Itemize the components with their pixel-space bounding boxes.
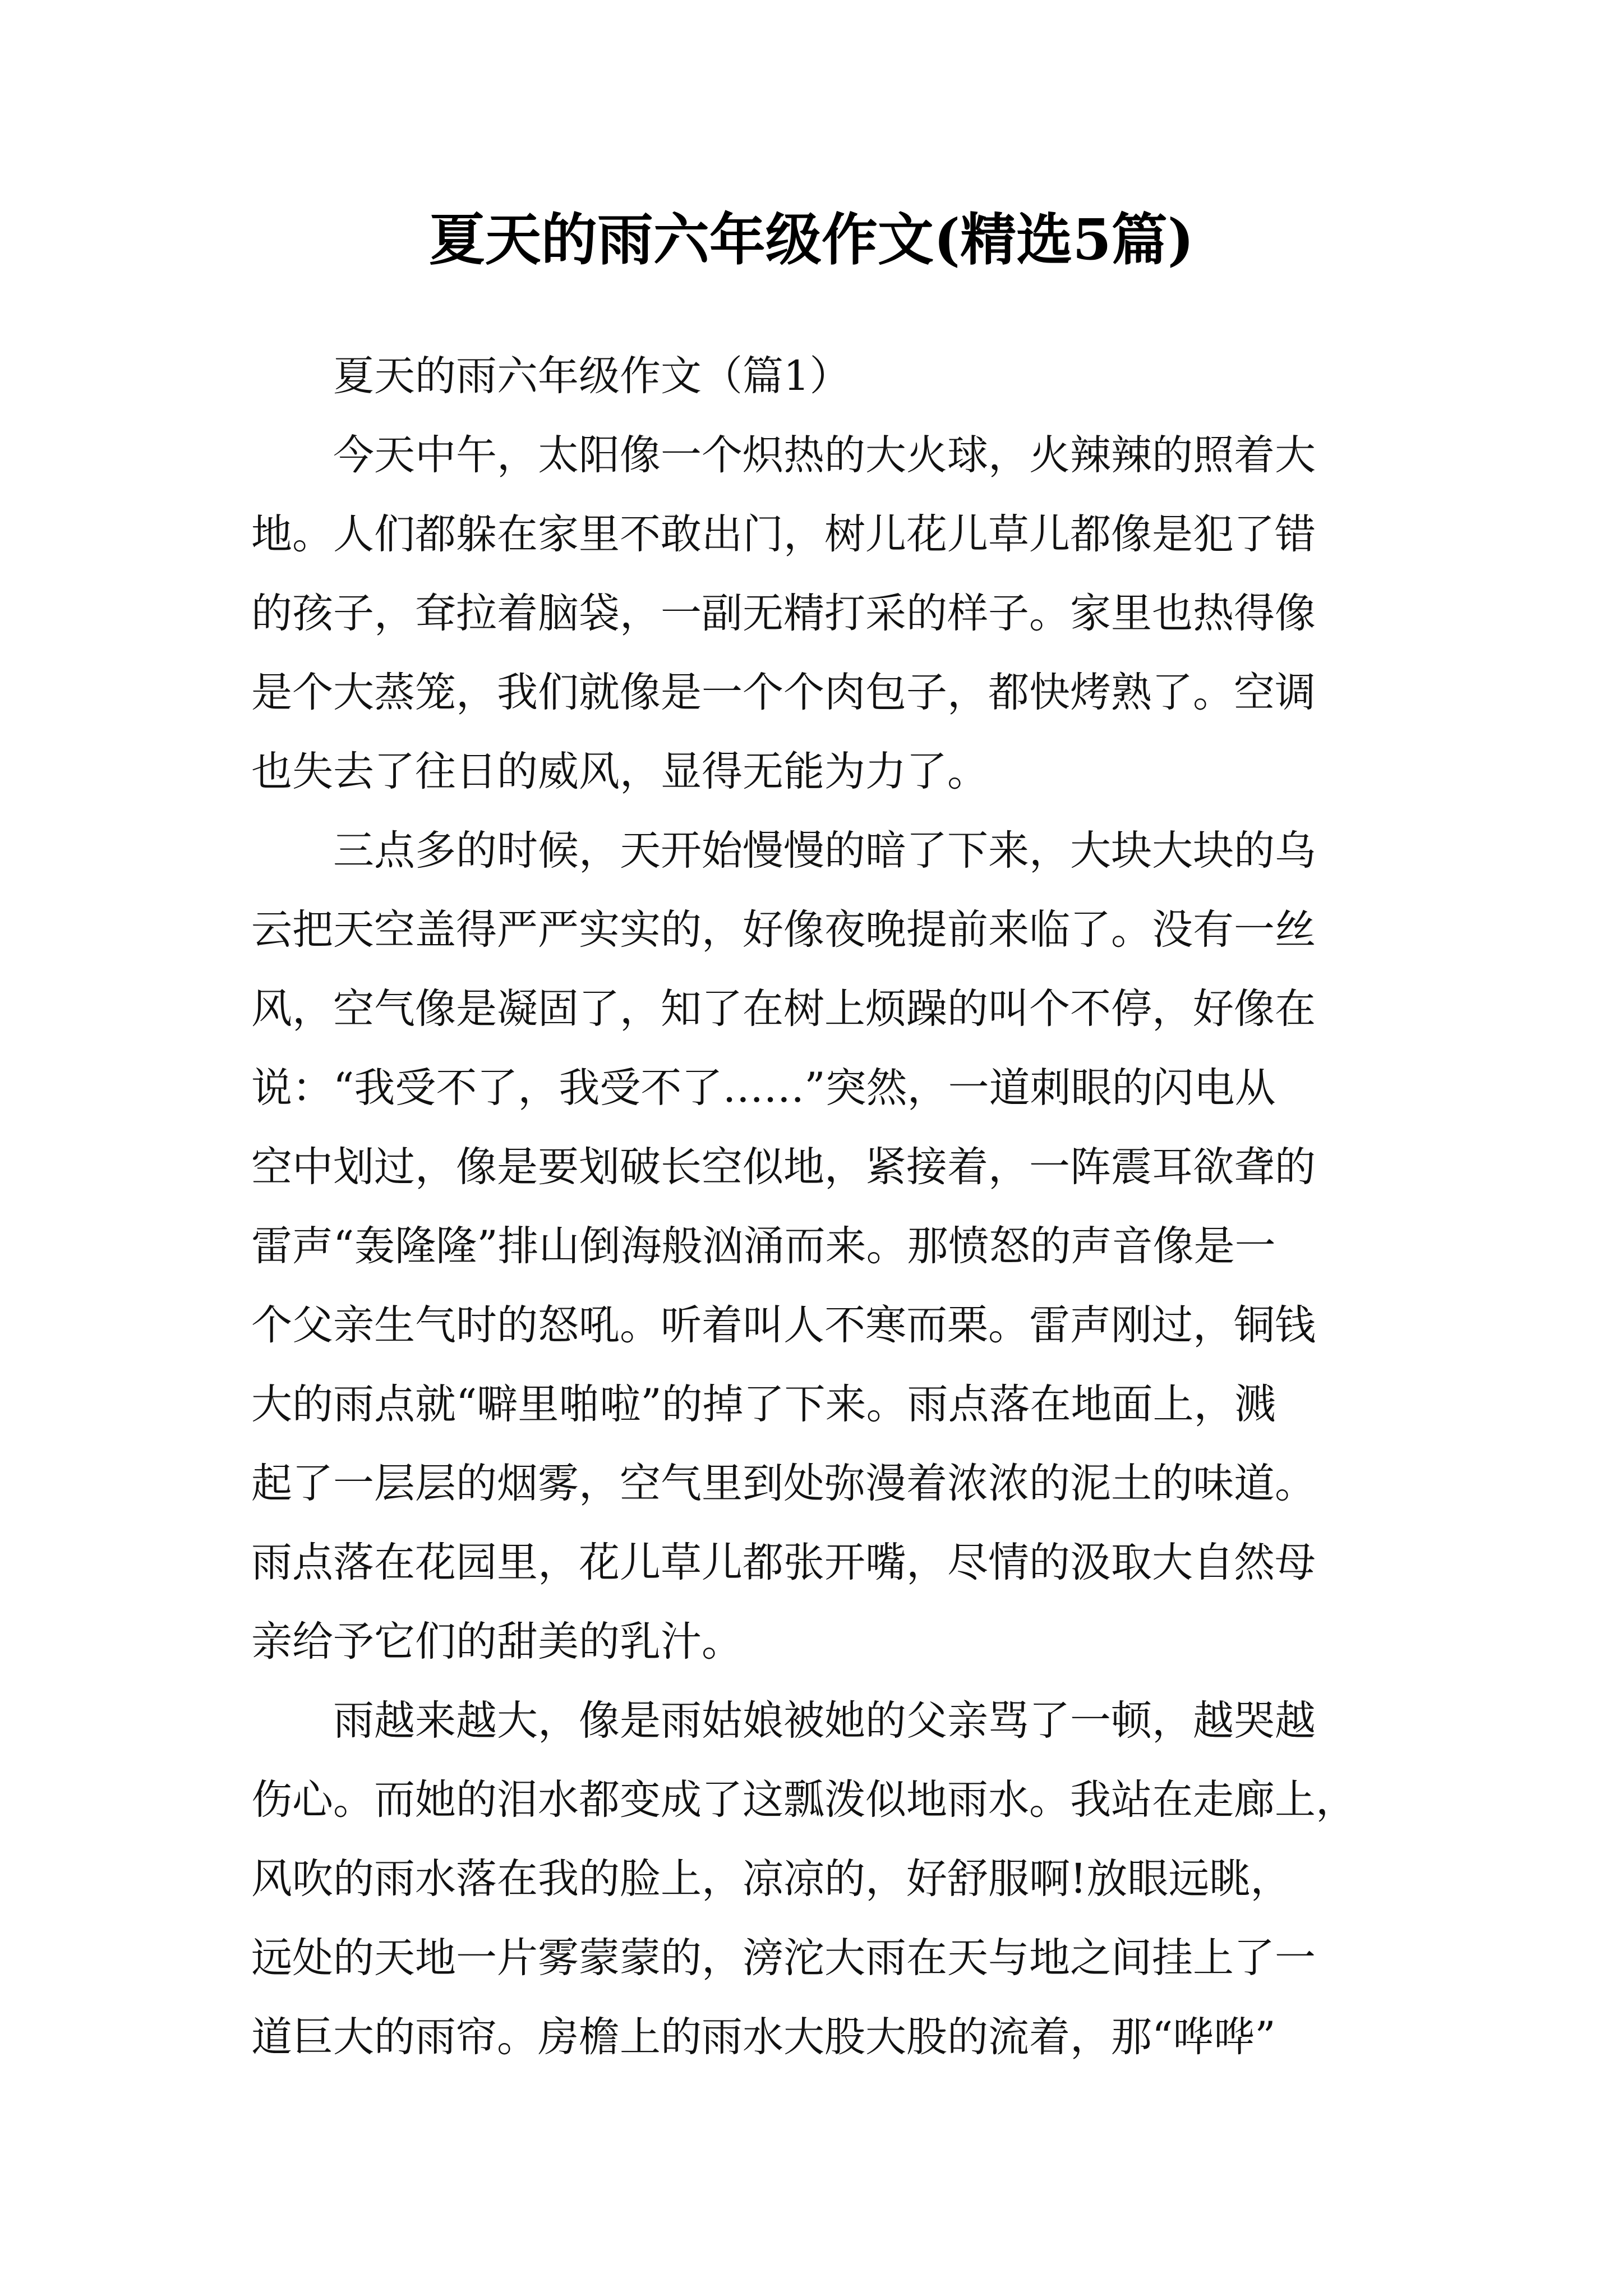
text-line: 的孩子，耷拉着脑袋，一副无精打采的样子。家里也热得像 (251, 590, 1316, 637)
text-line: 也失去了往日的威风，显得无能为力了。 (251, 748, 988, 795)
text-line: 空中划过，像是要划破长空似地，紧接着，一阵震耳欲聋的 (251, 1143, 1316, 1191)
text-line: 远处的天地一片雾蒙蒙的，滂沱大雨在天与地之间挂上了一 (251, 1934, 1316, 1982)
text-line: 个父亲生气时的怒吼。听着叫人不寒而栗。雷声刚过，铜钱 (251, 1301, 1316, 1349)
text-line: 三点多的时候，天开始慢慢的暗了下来，大块大块的乌 (333, 827, 1316, 875)
text-line: 起了一层层的烟雾，空气里到处弥漫着浓浓的泥土的味道。 (251, 1460, 1316, 1507)
text-line: 是个大蒸笼，我们就像是一个个肉包子，都快烤熟了。空调 (251, 669, 1316, 716)
text-line: 云把天空盖得严严实实的，好像夜晚提前来临了。没有一丝 (251, 906, 1316, 954)
document-title: 夏天的雨六年级作文(精选5篇) (428, 206, 1195, 273)
article-body (251, 337, 1378, 2077)
text-line: 雨越来越大，像是雨姑娘被她的父亲骂了一顿，越哭越 (333, 1697, 1316, 1745)
text-line: 伤心。而她的泪水都变成了这瓢泼似地雨水。我站在走廊上， (251, 1776, 1357, 1824)
text-line: 亲给予它们的甜美的乳汁。 (251, 1618, 743, 1665)
text-line: 说：“我受不了，我受不了……”突然，一道刺眼的闪电从 (251, 1064, 1276, 1112)
text-line: 雨点落在花园里，花儿草儿都张开嘴，尽情的汲取大自然母 (251, 1539, 1316, 1586)
text-line: 风，空气像是凝固了，知了在树上烦躁的叫个不停，好像在 (251, 985, 1316, 1033)
body-text (251, 416, 1378, 2077)
text-line: 风吹的雨水落在我的脸上，凉凉的，好舒服啊!放眼远眺， (251, 1855, 1292, 1903)
text-line: 地。人们都躲在家里不敢出门，树儿花儿草儿都像是犯了错 (251, 510, 1316, 558)
text-line: 大的雨点就“噼里啪啦”的掉了下来。雨点落在地面上，溅 (251, 1381, 1276, 1428)
text-line: 道巨大的雨帘。房檐上的雨水大股大股的流着，那“哗哗” (251, 2013, 1276, 2061)
text-line: 雷声“轰隆隆”排山倒海般汹涌而来。那愤怒的声音像是一 (251, 1222, 1276, 1270)
text-line: 今天中午，太阳像一个炽热的大火球，火辣辣的照着大 (333, 431, 1316, 479)
section-heading: 夏天的雨六年级作文（篇1） (333, 352, 851, 400)
